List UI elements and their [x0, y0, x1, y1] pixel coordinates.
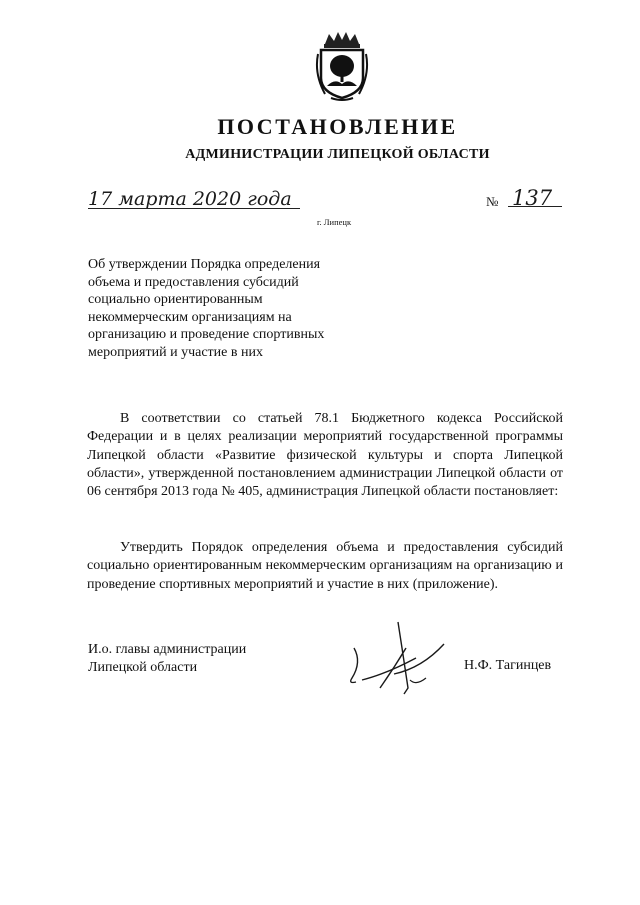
subject-line: некоммерческим организациям на: [88, 309, 292, 325]
subject-line: мероприятий и участие в них: [88, 344, 263, 360]
document-subject: [88, 256, 378, 361]
document-city: г. Липецк: [317, 217, 352, 227]
subject-line: Об утверждении Порядка определения: [88, 257, 321, 272]
number-sign: №: [486, 194, 499, 209]
document-number: [486, 188, 576, 214]
signatory-position-line: И.о. главы администрации: [88, 642, 247, 657]
date-underline: [88, 208, 300, 209]
number-underline: [508, 206, 562, 207]
subject-line: объема и предоставления субсидий: [88, 274, 299, 290]
signatory-position-line: Липецкой области: [88, 660, 198, 675]
subject-line: социально ориентированным: [88, 292, 263, 307]
number-value: 137: [512, 186, 553, 210]
body-paragraph-resolution: Утвердить Порядок определения объема и предоставления субсидий социально ориентированным некоммерческим организациям на организацию и проведение спортивных мероприятий и участие в них (приложение).: [87, 540, 563, 592]
handwritten-signature-icon: [336, 618, 454, 700]
document-issuer: АДМИНИСТРАЦИИ ЛИПЕЦКОЙ ОБЛАСТИ: [185, 147, 490, 162]
signatory-position: [88, 641, 288, 677]
signatory-name: Н.Ф. Тагинцев: [464, 658, 552, 673]
document-date: [88, 188, 308, 212]
date-value: 17 марта 2020 года: [88, 188, 292, 210]
lipetsk-coat-of-arms-icon: [313, 30, 371, 102]
body-paragraph-preamble: В соответствии со статьей 78.1 Бюджетного кодекса Российской Федерации и в целях реализации мероприятий государственной программы Липецкой области «Развитие физической культуры и спорта Липецкой области», утвержденной постановлением администрации Липецкой области от 06 сентября 2013 года № 405, администрация Липецкой области постановляет:: [87, 411, 563, 500]
document-title: ПОСТАНОВЛЕНИЕ: [217, 114, 458, 139]
subject-line: организацию и проведение спортивных: [88, 327, 325, 342]
